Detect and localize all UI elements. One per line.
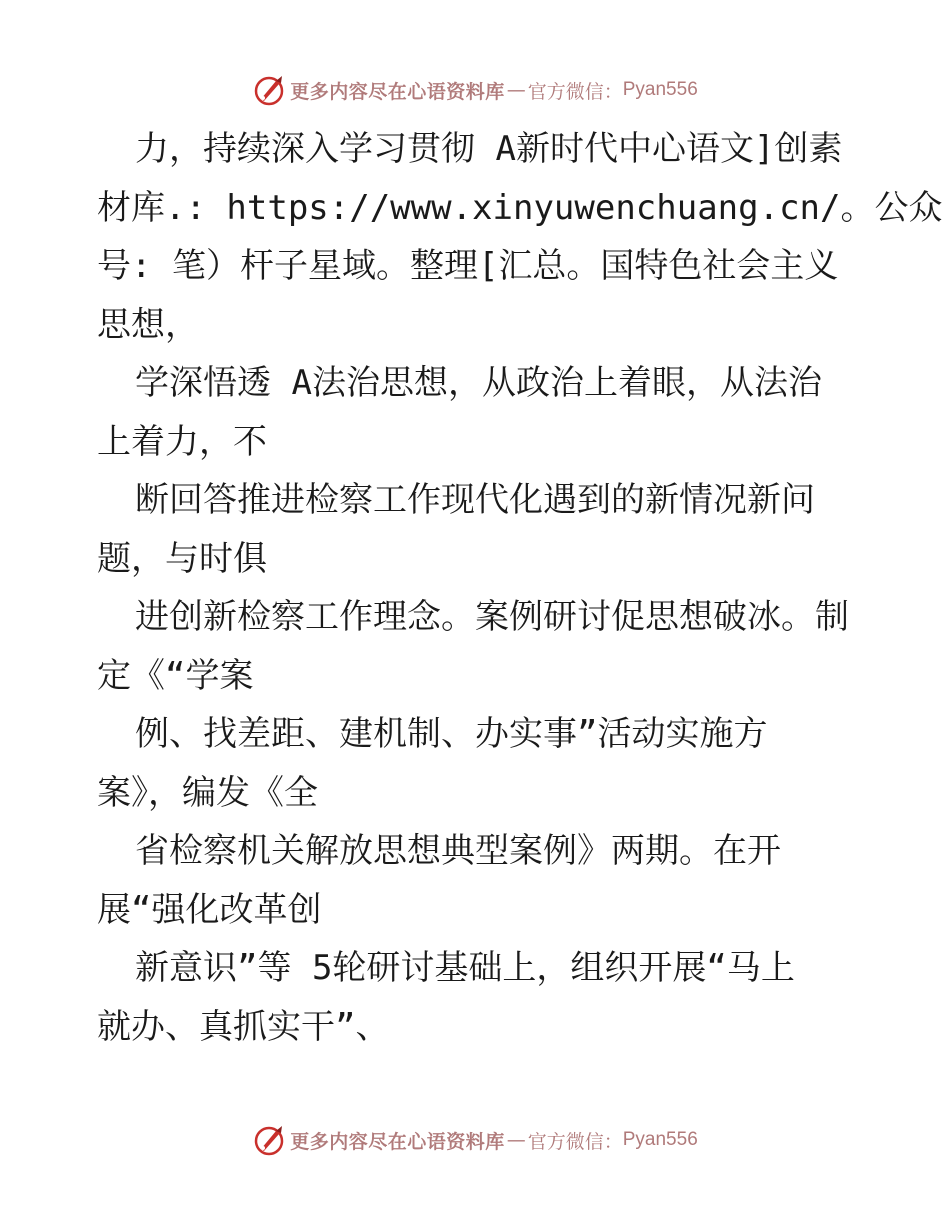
header-watermark [0,70,950,110]
text-line: 展“强化改革创 [97,889,322,930]
watermark-wechat-label: 官方微信： [527,1130,623,1153]
watermark-title: 更多内容尽在心语资料库 [290,80,505,103]
text-line: 题，与时俱 [97,538,267,579]
quill-pen-logo-icon [252,1123,286,1157]
text-line: 学深悟透 A法治思想，从政治上着眼，从法治 [135,363,822,403]
watermark-dash: — [506,1129,526,1151]
text-line: 力，持续深入学习贯彻 A新时代中心语文]创素 [135,129,843,169]
text-line: 思想， [97,304,199,345]
watermark-title: 更多内容尽在心语资料库 [290,1130,505,1153]
text-line: 上着力，不 [97,421,267,462]
text-line: 断回答推进检察工作现代化遇到的新情况新问 [135,480,815,520]
text-line: 就办、真抓实干”、 [97,1006,390,1047]
watermark-wechat-id: Pyan556 [622,1129,698,1150]
watermark-dash: — [506,79,526,101]
text-line: 定《“学案 [97,655,254,696]
text-line: 例、找差距、建机制、办实事”活动实施方 [135,714,768,754]
text-line: 进创新检察工作理念。案例研讨促思想破冰。制 [135,597,849,637]
text-line: 省检察机关解放思想典型案例》两期。在开 [135,831,781,871]
text-line: 材库.: https://www.xinyuwenchuang.cn/。公众 [97,187,943,228]
watermark-wechat-id: Pyan556 [622,79,698,100]
document-body [97,120,943,1056]
footer-watermark [0,1120,950,1160]
quill-pen-logo-icon [252,73,286,107]
text-line: 号: 笔）杆子星域。整理[汇总。国特色社会主义 [97,246,839,286]
text-line: 案》，编发《全 [97,772,318,813]
watermark-wechat-label: 官方微信： [527,80,623,103]
text-line: 新意识”等 5轮研讨基础上，组织开展“马上 [135,948,795,988]
